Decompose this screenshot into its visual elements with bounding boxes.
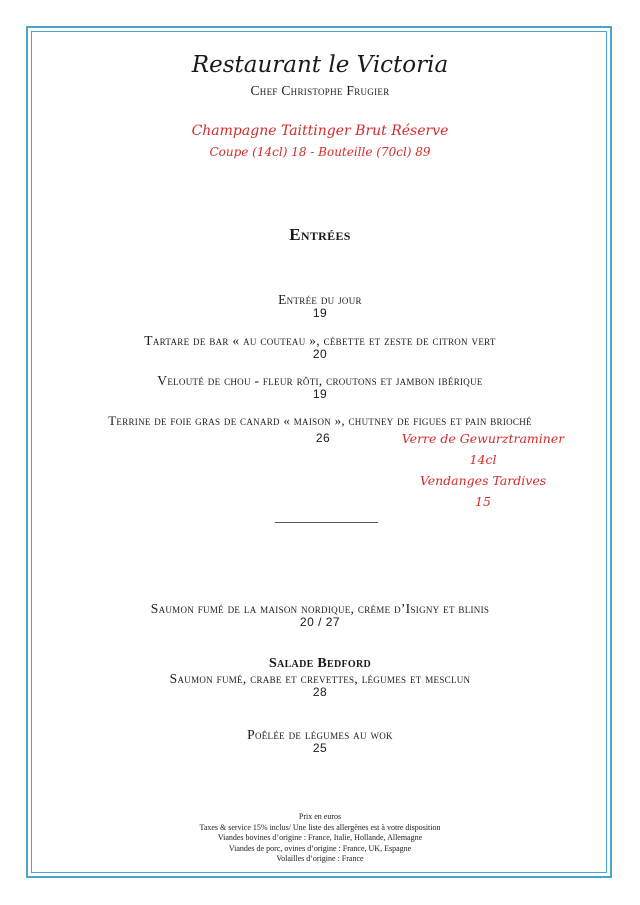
dish-name: Saumon fumé, crabe et crevettes, légumes et mesclun: [169, 671, 471, 686]
footer-line: Viandes bovines d’origine : France, Italie, Hollande, Allemagne: [217, 833, 423, 842]
champagne-prices: Coupe (14cl) 18 - Bouteille (70cl) 89: [209, 145, 431, 159]
dish-name: Poêlée de légumes au wok: [247, 727, 393, 742]
dish-name: Saumon fumé de la maison nordique, crème d’Isigny et blinis: [150, 601, 490, 616]
separator-line: [275, 522, 378, 523]
chef-name: Chef Christophe Frugier: [250, 83, 390, 98]
menu-item: [0, 413, 640, 428]
dish-price: 19: [312, 306, 328, 320]
footer-line: Taxes & service 15% inclus/ Une liste des allergènes est à votre disposition: [199, 822, 441, 832]
restaurant-name: Restaurant le Victoria: [191, 52, 449, 78]
dish-price: 25: [312, 741, 328, 755]
menu-item: [0, 373, 640, 401]
dish-price: 28: [312, 685, 328, 699]
footer-line: Viandes de porc, ovines d’origine : France, UK, Espagne: [228, 843, 412, 853]
dish-name: Entrée du jour: [278, 292, 362, 307]
section-title-entrees: Entrées: [289, 225, 351, 244]
menu-item: [0, 292, 640, 320]
menu-item: [0, 601, 640, 629]
wine-pairing-line1: Verre de Gewurztraminer 14cl: [401, 431, 565, 467]
wine-pairing-line2: Vendanges Tardives: [419, 473, 547, 488]
dish-name: Velouté de chou - fleur rôti, croutons et jambon ibérique: [157, 373, 483, 388]
dish-price: 20 / 27: [299, 615, 341, 629]
wine-pairing: [388, 428, 578, 512]
dish-name: Terrine de foie gras de canard « maison », chutney de figues et pain brioché: [108, 413, 532, 428]
menu-item: [0, 333, 640, 361]
dish-title: Salade Bedford: [268, 656, 372, 671]
footer-notes: [0, 812, 640, 865]
dish-name: Tartare de bar « au couteau », cébette et zeste de citron vert: [144, 333, 496, 348]
menu-item: [0, 727, 640, 755]
champagne-title: Champagne Taittinger Brut Réserve: [191, 123, 449, 139]
dish-price: 26: [315, 431, 331, 445]
menu-item-salade-bedford: [0, 656, 640, 699]
footer-line: Volailles d’origine : France: [276, 854, 364, 863]
dish-price: 19: [312, 387, 328, 401]
footer-line: Prix en euros: [298, 812, 342, 821]
wine-pairing-price: 15: [475, 494, 491, 509]
dish-price: 20: [312, 347, 328, 361]
